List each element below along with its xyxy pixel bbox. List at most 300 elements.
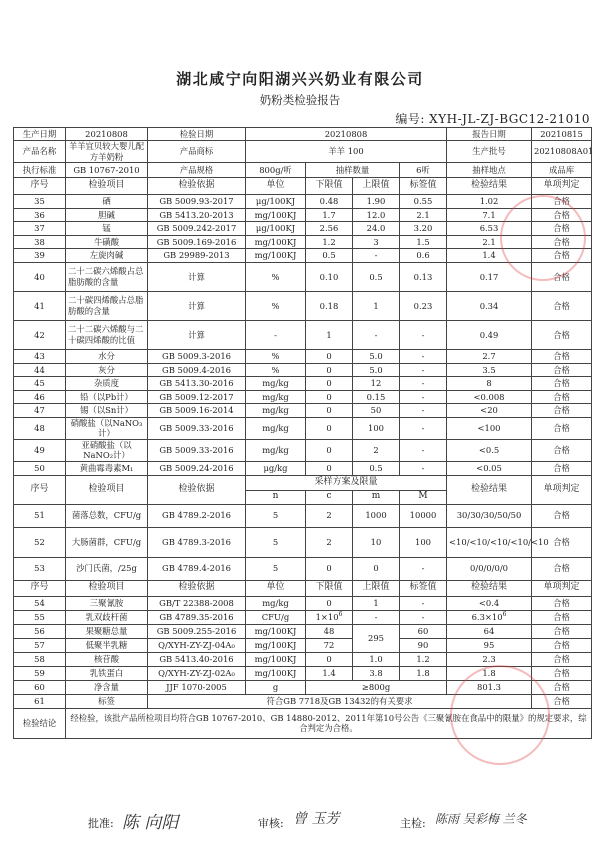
standard-label: 执行标准 xyxy=(14,163,66,178)
row56-57-high: 295 xyxy=(353,624,400,652)
micro-header-M: M xyxy=(400,490,447,504)
row59-label: 1.8 xyxy=(400,666,447,680)
table-row xyxy=(14,349,592,363)
row49-result: <0.5 xyxy=(447,439,532,461)
row59-item: 乳铁蛋白 xyxy=(66,666,148,680)
batch: 20210808A01 xyxy=(532,141,592,163)
row48-no: 48 xyxy=(14,417,66,439)
inspect-signature: 陈雨 吴彩梅 兰冬 xyxy=(435,812,527,826)
row35-result: 1.02 xyxy=(447,195,532,209)
inspect-label: 主检: xyxy=(400,817,426,830)
row57-result: 95 xyxy=(447,638,532,652)
row37-no: 37 xyxy=(14,222,66,236)
approve-signature: 陈 向阳 xyxy=(122,813,179,833)
conclusion-label: 检验结论 xyxy=(14,708,66,738)
row60-result: 801.3 xyxy=(447,680,532,694)
row37-basis: GB 5009.242-2017 xyxy=(148,222,246,236)
row39-item: 左旋肉碱 xyxy=(66,249,148,263)
row55-result xyxy=(447,610,532,624)
row49-item: 亚硝酸盐（以NaNO₂计） xyxy=(66,439,148,461)
row41-result: 0.34 xyxy=(447,291,532,320)
micro-header-c: c xyxy=(306,490,353,504)
row59-unit: mg/100KJ xyxy=(246,666,306,680)
table-row xyxy=(14,439,592,461)
micro-row51-judge: 合格 xyxy=(532,504,592,527)
row55-low-exp: 6 xyxy=(338,611,343,619)
row37-item: 锰 xyxy=(66,222,148,236)
row40-label: 0.13 xyxy=(400,262,447,291)
micro-row53-M: - xyxy=(400,557,447,580)
row36-low: 1.7 xyxy=(306,208,353,222)
row45-low: 0 xyxy=(306,377,353,391)
micro-header-item: 检验项目 xyxy=(66,475,148,504)
row50-no: 50 xyxy=(14,461,66,475)
info-row-dates xyxy=(14,128,592,141)
row56-item: 果聚糖总量 xyxy=(66,624,148,638)
sample-qty-label: 抽样数量 xyxy=(306,163,400,178)
row37-unit: μg/100KJ xyxy=(246,222,306,236)
row45-no: 45 xyxy=(14,377,66,391)
row45-high: 12 xyxy=(353,377,400,391)
row50-basis: GB 5009.24-2016 xyxy=(148,461,246,475)
micro-rows xyxy=(14,504,592,580)
row58-high: 1.0 xyxy=(353,652,400,666)
row36-result: 7.1 xyxy=(447,208,532,222)
row55-high: - xyxy=(353,610,400,624)
row41-basis: 计算 xyxy=(148,291,246,320)
micro-header-m: m xyxy=(353,490,400,504)
row35-judge: 合格 xyxy=(532,195,592,209)
micro-row51-c: 2 xyxy=(306,504,353,527)
row40-no: 40 xyxy=(14,262,66,291)
row45-label: - xyxy=(400,377,447,391)
row43-result: 2.7 xyxy=(447,349,532,363)
row35-high: 1.90 xyxy=(353,195,400,209)
row59-result: 1.8 xyxy=(447,666,532,680)
micro-row51-result: 30/30/30/50/50 xyxy=(447,504,532,527)
row42-result: 0.49 xyxy=(447,320,532,349)
inspection-date-label: 检验日期 xyxy=(148,128,246,141)
row38-low: 1.2 xyxy=(306,235,353,249)
row48-high: 100 xyxy=(353,417,400,439)
row46-no: 46 xyxy=(14,390,66,404)
product-name-label: 产品名称 xyxy=(14,141,66,163)
review-signature: 曾 玉芳 xyxy=(293,811,340,827)
row58-low: 0 xyxy=(306,652,353,666)
row54-basis: GB/T 22388-2008 xyxy=(148,596,246,610)
micro-row53-basis: GB 4789.4-2016 xyxy=(148,557,246,580)
spec-label: 产品规格 xyxy=(148,163,246,178)
row50-item: 黄曲霉毒素M₁ xyxy=(66,461,148,475)
review-label: 审核: xyxy=(258,817,284,830)
row44-label: - xyxy=(400,363,447,377)
micro-row51-n: 5 xyxy=(246,504,306,527)
row47-item: 锡（以Sn计） xyxy=(66,404,148,418)
row57-item: 低聚半乳糖 xyxy=(66,638,148,652)
row45-basis: GB 5413.30-2016 xyxy=(148,377,246,391)
row37-label: 3.20 xyxy=(400,222,447,236)
row61-judge: 合格 xyxy=(532,694,592,708)
row58-basis: GB 5413.40-2016 xyxy=(148,652,246,666)
row45-unit: mg/kg xyxy=(246,377,306,391)
row48-unit: mg/kg xyxy=(246,417,306,439)
row40-result: 0.17 xyxy=(447,262,532,291)
row58-judge: 合格 xyxy=(532,652,592,666)
row60-unit: g xyxy=(246,680,306,694)
standard: GB 10767-2010 xyxy=(66,163,148,178)
row49-low: 0 xyxy=(306,439,353,461)
row35-no: 35 xyxy=(14,195,66,209)
row54-item: 三聚氰胺 xyxy=(66,596,148,610)
row45-result: 8 xyxy=(447,377,532,391)
row58-result: 2.3 xyxy=(447,652,532,666)
row58-item: 核苷酸 xyxy=(66,652,148,666)
production-date-label: 生产日期 xyxy=(14,128,66,141)
row47-unit: mg/kg xyxy=(246,404,306,418)
row49-basis: GB 5009.33-2016 xyxy=(148,439,246,461)
row47-judge: 合格 xyxy=(532,404,592,418)
sample-place: 成品库 xyxy=(532,163,592,178)
micro-header xyxy=(14,475,592,490)
row50-result: <0.05 xyxy=(447,461,532,475)
header-high: 上限值 xyxy=(353,178,400,195)
row60-item: 净含量 xyxy=(66,680,148,694)
row46-basis: GB 5009.12-2017 xyxy=(148,390,246,404)
row38-label: 1.5 xyxy=(400,235,447,249)
table-row xyxy=(14,624,592,638)
row42-high: - xyxy=(353,320,400,349)
micro-row52-judge: 合格 xyxy=(532,527,592,557)
table-row xyxy=(14,557,592,580)
info-row-standard xyxy=(14,163,592,178)
header3-unit: 单位 xyxy=(246,580,306,596)
row41-judge: 合格 xyxy=(532,291,592,320)
table-header-3 xyxy=(14,580,592,596)
row56-label: 60 xyxy=(400,624,447,638)
row38-no: 38 xyxy=(14,235,66,249)
row38-unit: mg/100KJ xyxy=(246,235,306,249)
table-row xyxy=(14,404,592,418)
row46-judge: 合格 xyxy=(532,390,592,404)
header-low: 下限值 xyxy=(306,178,353,195)
row56-low: 48 xyxy=(306,624,353,638)
row40-low: 0.10 xyxy=(306,262,353,291)
row35-item: 硒 xyxy=(66,195,148,209)
row40-basis: 计算 xyxy=(148,262,246,291)
row46-result: <0.008 xyxy=(447,390,532,404)
conclusion-text: 经检验，该批产品所检项目均符合GB 10767-2010、GB 14880-2012、2011年第10号公告《三聚氰胺在食品中的限量》的规定要求，综合判定为合格。 xyxy=(66,708,592,738)
header-judge: 单项判定 xyxy=(532,178,592,195)
document-number: 编号: XYH-JL-ZJ-BGC12-21010 xyxy=(395,112,590,126)
row42-basis: 计算 xyxy=(148,320,246,349)
table-row xyxy=(14,390,592,404)
row55-basis: GB 4789.35-2016 xyxy=(148,610,246,624)
row42-unit: - xyxy=(246,320,306,349)
row36-label: 2.1 xyxy=(400,208,447,222)
row46-high: 0.15 xyxy=(353,390,400,404)
row57-unit: mg/100KJ xyxy=(246,638,306,652)
header-label: 标签值 xyxy=(400,178,447,195)
table-row xyxy=(14,377,592,391)
row41-label: 0.23 xyxy=(400,291,447,320)
row47-result: <20 xyxy=(447,404,532,418)
brand: 羊羊 100 xyxy=(246,141,447,163)
row59-high: 3.8 xyxy=(353,666,400,680)
micro-row52-result: <10/<10/<10/<10/<10 xyxy=(447,527,532,557)
row56-judge: 合格 xyxy=(532,624,592,638)
row48-judge: 合格 xyxy=(532,417,592,439)
product-name: 羊羊宜贝较大婴儿配方羊奶粉 xyxy=(66,141,148,163)
row57-no: 57 xyxy=(14,638,66,652)
row43-item: 水分 xyxy=(66,349,148,363)
row49-judge: 合格 xyxy=(532,439,592,461)
company-title: 湖北咸宁向阳湖兴兴奶业有限公司 xyxy=(176,70,424,88)
row56-unit: mg/100KJ xyxy=(246,624,306,638)
row55-judge: 合格 xyxy=(532,610,592,624)
table-row xyxy=(14,417,592,439)
micro-row51-item: 菌落总数，CFU/g xyxy=(66,504,148,527)
row43-unit: % xyxy=(246,349,306,363)
micro-row53-c: 0 xyxy=(306,557,353,580)
header3-basis: 检验依据 xyxy=(148,580,246,596)
row39-judge: 合格 xyxy=(532,249,592,263)
row60-judge: 合格 xyxy=(532,680,592,694)
table-row xyxy=(14,320,592,349)
row42-low: 1 xyxy=(306,320,353,349)
header3-no: 序号 xyxy=(14,580,66,596)
row56-basis: GB 5009.255-2016 xyxy=(148,624,246,638)
row60-basis: JJF 1070-2005 xyxy=(148,680,246,694)
micro-row53-judge: 合格 xyxy=(532,557,592,580)
header3-low: 下限值 xyxy=(306,580,353,596)
header3-item: 检验项目 xyxy=(66,580,148,596)
row44-low: 0 xyxy=(306,363,353,377)
row39-high: - xyxy=(353,249,400,263)
header3-high: 上限值 xyxy=(353,580,400,596)
row47-label: - xyxy=(400,404,447,418)
row50-judge: 合格 xyxy=(532,461,592,475)
row59-judge: 合格 xyxy=(532,666,592,680)
row48-basis: GB 5009.33-2016 xyxy=(148,417,246,439)
micro-row53-item: 沙门氏菌，/25g xyxy=(66,557,148,580)
row61-no: 61 xyxy=(14,694,66,708)
row54-high: 1 xyxy=(353,596,400,610)
row40-unit: % xyxy=(246,262,306,291)
report-date-label: 报告日期 xyxy=(447,128,532,141)
micro-row51-M: 10000 xyxy=(400,504,447,527)
row55-result-exp: 6 xyxy=(502,611,507,619)
row45-judge: 合格 xyxy=(532,377,592,391)
row54-judge: 合格 xyxy=(532,596,592,610)
micro-row53-n: 5 xyxy=(246,557,306,580)
row36-high: 12.0 xyxy=(353,208,400,222)
micro-row52-n: 5 xyxy=(246,527,306,557)
row36-no: 36 xyxy=(14,208,66,222)
table-row xyxy=(14,596,592,610)
row60-no: 60 xyxy=(14,680,66,694)
row37-high: 24.0 xyxy=(353,222,400,236)
row35-low: 0.48 xyxy=(306,195,353,209)
row41-high: 1 xyxy=(353,291,400,320)
production-date: 20210808 xyxy=(66,128,148,141)
row37-low: 2.56 xyxy=(306,222,353,236)
row50-low: 0 xyxy=(306,461,353,475)
row48-low: 0 xyxy=(306,417,353,439)
row46-unit: mg/kg xyxy=(246,390,306,404)
table-row xyxy=(14,652,592,666)
row43-judge: 合格 xyxy=(532,349,592,363)
row38-result: 2.1 xyxy=(447,235,532,249)
row57-basis: Q/XYH-ZY-ZJ-04A₀ xyxy=(148,638,246,652)
micro-header-n: n xyxy=(246,490,306,504)
header-basis: 检验依据 xyxy=(148,178,246,195)
row44-no: 44 xyxy=(14,363,66,377)
row42-judge: 合格 xyxy=(532,320,592,349)
row58-unit: mg/100KJ xyxy=(246,652,306,666)
table-row xyxy=(14,195,592,209)
micro-row53-no: 53 xyxy=(14,557,66,580)
micro-header-basis: 检验依据 xyxy=(148,475,246,504)
table-row xyxy=(14,461,592,475)
table-row xyxy=(14,291,592,320)
row47-basis: GB 5009.16-2014 xyxy=(148,404,246,418)
row36-basis: GB 5413.20-2013 xyxy=(148,208,246,222)
row50-unit: μg/kg xyxy=(246,461,306,475)
row39-label: 0.6 xyxy=(400,249,447,263)
row42-item: 二十二碳六烯酸与二十碳四烯酸的比值 xyxy=(66,320,148,349)
row37-judge: 合格 xyxy=(532,222,592,236)
row36-unit: mg/100KJ xyxy=(246,208,306,222)
row48-result: <100 xyxy=(447,417,532,439)
row38-basis: GB 5009.169-2016 xyxy=(148,235,246,249)
header3-judge: 单项判定 xyxy=(532,580,592,596)
micro-row51-m: 1000 xyxy=(353,504,400,527)
approve-label: 批准: xyxy=(88,817,114,830)
micro-row52-m: 10 xyxy=(353,527,400,557)
row42-no: 42 xyxy=(14,320,66,349)
row43-label: - xyxy=(400,349,447,363)
stamp-inspection-upper xyxy=(500,195,586,281)
row49-high: 2 xyxy=(353,439,400,461)
row57-label: 90 xyxy=(400,638,447,652)
micro-row52-item: 大肠菌群，CFU/g xyxy=(66,527,148,557)
table-row xyxy=(14,527,592,557)
row44-high: 5.0 xyxy=(353,363,400,377)
brand-label: 产品商标 xyxy=(148,141,246,163)
header-result: 检验结果 xyxy=(447,178,532,195)
row40-item: 二十二碳六烯酸占总脂肪酸的含量 xyxy=(66,262,148,291)
row37-result: 6.53 xyxy=(447,222,532,236)
row49-label: - xyxy=(400,439,447,461)
row44-judge: 合格 xyxy=(532,363,592,377)
micro-row52-M: 100 xyxy=(400,527,447,557)
row44-basis: GB 5009.4-2016 xyxy=(148,363,246,377)
row45-item: 杂质度 xyxy=(66,377,148,391)
row54-low: 0 xyxy=(306,596,353,610)
sample-place-label: 抽样地点 xyxy=(447,163,532,178)
row38-high: 3 xyxy=(353,235,400,249)
row59-no: 59 xyxy=(14,666,66,680)
row46-item: 铅（以Pb计） xyxy=(66,390,148,404)
row58-no: 58 xyxy=(14,652,66,666)
row43-no: 43 xyxy=(14,349,66,363)
row57-judge: 合格 xyxy=(532,638,592,652)
row55-result-base: 6.3×10 xyxy=(471,612,503,623)
header-no: 序号 xyxy=(14,178,66,195)
table-row xyxy=(14,504,592,527)
row35-label: 0.55 xyxy=(400,195,447,209)
row55-no: 55 xyxy=(14,610,66,624)
micro-row51-no: 51 xyxy=(14,504,66,527)
table-row xyxy=(14,262,592,291)
row49-unit: mg/kg xyxy=(246,439,306,461)
row54-label: - xyxy=(400,596,447,610)
row50-label: - xyxy=(400,461,447,475)
micro-header-no: 序号 xyxy=(14,475,66,504)
table-row xyxy=(14,638,592,652)
row55-unit: CFU/g xyxy=(246,610,306,624)
row54-result: <0.4 xyxy=(447,596,532,610)
table-row xyxy=(14,610,592,624)
row55-label: - xyxy=(400,610,447,624)
row44-result: 3.5 xyxy=(447,363,532,377)
micro-header-plan: 采样方案及限量 xyxy=(246,475,447,490)
row55-low xyxy=(306,610,353,624)
report-date: 20210815 xyxy=(532,128,592,141)
info-row-product xyxy=(14,141,592,163)
micro-row52-basis: GB 4789.3-2016 xyxy=(148,527,246,557)
row40-high: 0.5 xyxy=(353,262,400,291)
table-row xyxy=(14,363,592,377)
sample-qty: 6听 xyxy=(400,163,447,178)
row60-range: ≥800g xyxy=(306,680,447,694)
micro-row52-c: 2 xyxy=(306,527,353,557)
row43-basis: GB 5009.3-2016 xyxy=(148,349,246,363)
row49-no: 49 xyxy=(14,439,66,461)
row56-no: 56 xyxy=(14,624,66,638)
row39-basis: GB 29989-2013 xyxy=(148,249,246,263)
row47-high: 50 xyxy=(353,404,400,418)
row39-no: 39 xyxy=(14,249,66,263)
row41-no: 41 xyxy=(14,291,66,320)
row43-high: 5.0 xyxy=(353,349,400,363)
row39-low: 0.5 xyxy=(306,249,353,263)
row35-basis: GB 5009.93-2017 xyxy=(148,195,246,209)
row57-low: 72 xyxy=(306,638,353,652)
micro-header-judge: 单项判定 xyxy=(532,475,592,504)
row50-high: 0.5 xyxy=(353,461,400,475)
header-unit: 单位 xyxy=(246,178,306,195)
row36-item: 胆碱 xyxy=(66,208,148,222)
micro-row53-m: 0 xyxy=(353,557,400,580)
micro-header-result: 检验结果 xyxy=(447,475,532,504)
row39-unit: mg/100KJ xyxy=(246,249,306,263)
row58-label: 1.2 xyxy=(400,652,447,666)
row38-item: 牛磺酸 xyxy=(66,235,148,249)
row59-low: 1.4 xyxy=(306,666,353,680)
row41-low: 0.18 xyxy=(306,291,353,320)
spec: 800g/听 xyxy=(246,163,306,178)
inspection-date: 20210808 xyxy=(246,128,447,141)
row48-label: - xyxy=(400,417,447,439)
row61-requirement: 符合GB 7718及GB 13432的有关要求 xyxy=(148,694,532,708)
batch-label: 生产批号 xyxy=(447,141,532,163)
row61-item: 标签 xyxy=(66,694,148,708)
micro-row53-result: 0/0/0/0/0 xyxy=(447,557,532,580)
row47-no: 47 xyxy=(14,404,66,418)
row48-item: 硝酸盐（以NaNO₃计） xyxy=(66,417,148,439)
header3-result: 检验结果 xyxy=(447,580,532,596)
